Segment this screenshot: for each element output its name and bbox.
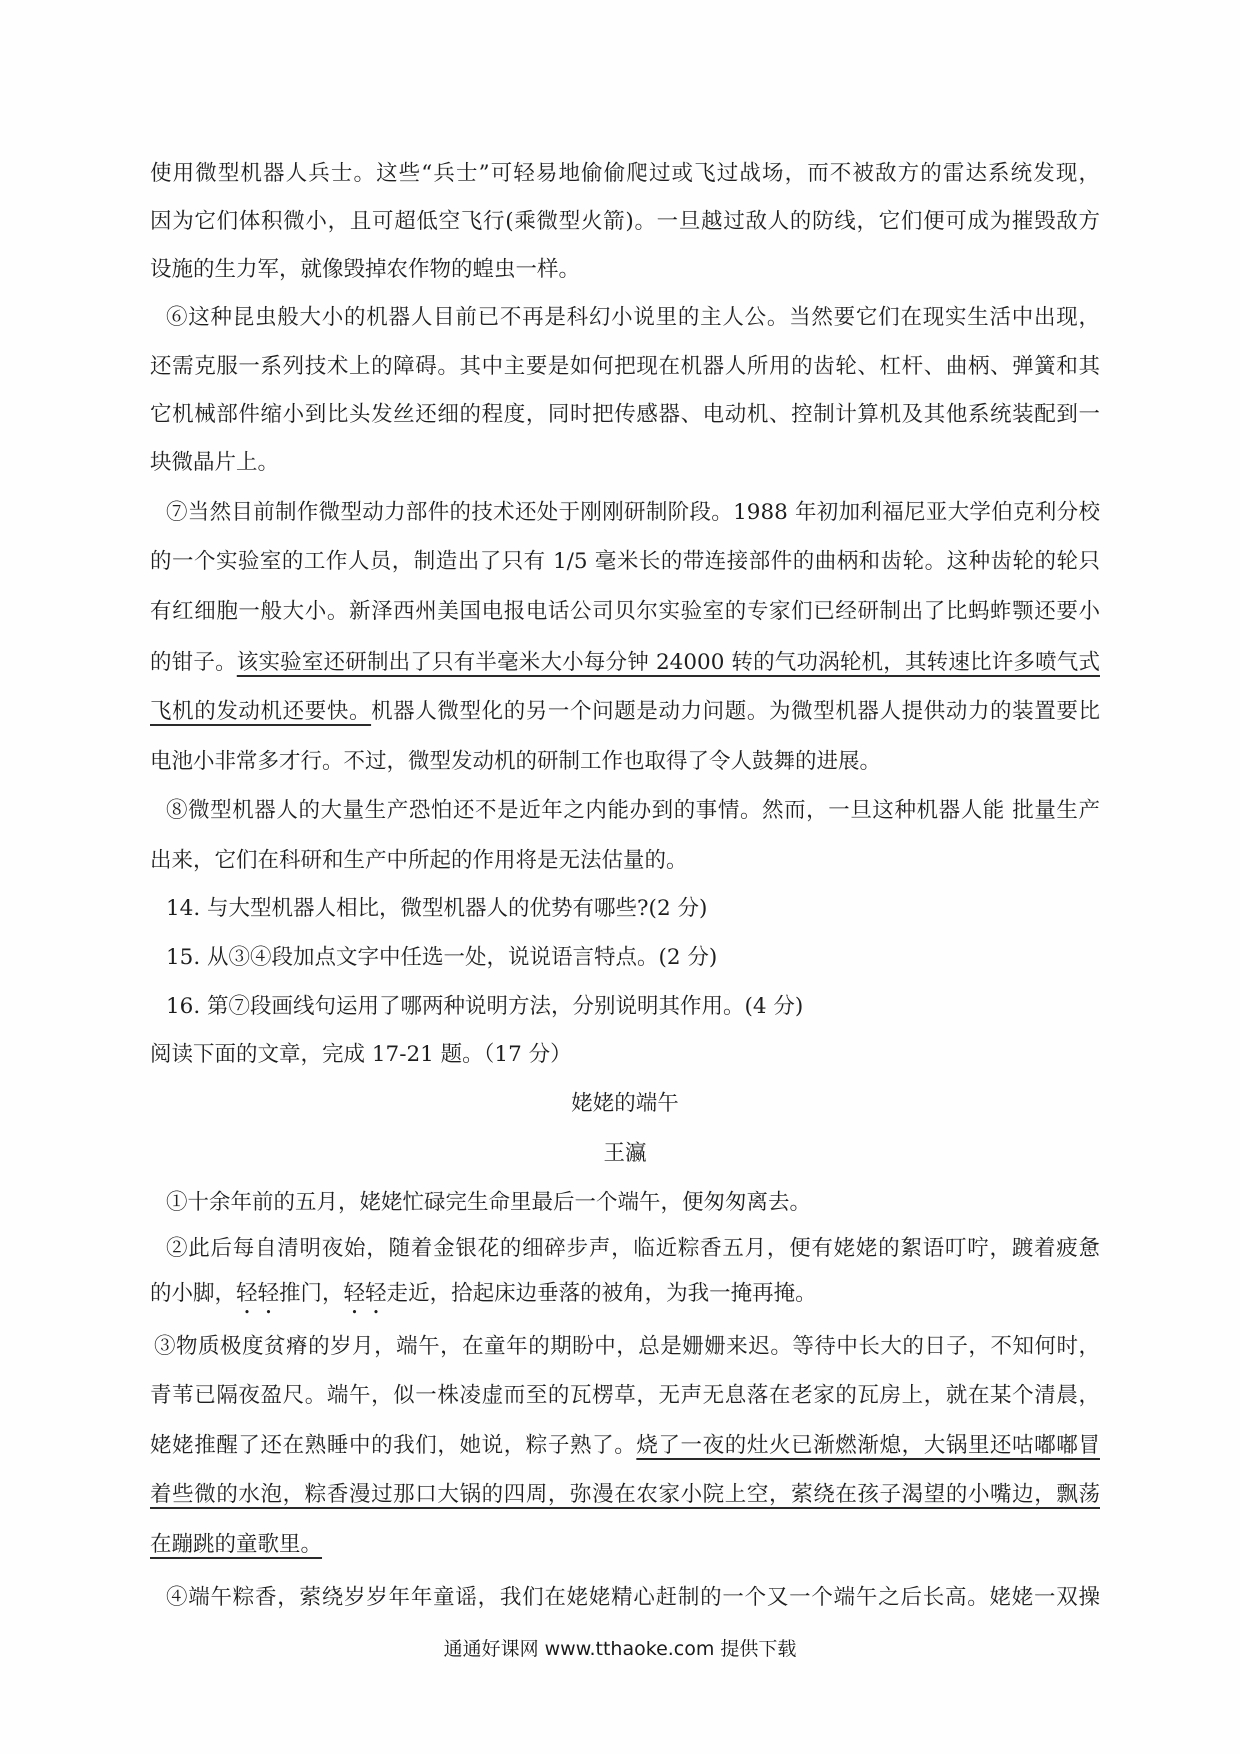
paragraph-7-line: 有红细胞一般大小。新泽西州美国电报电话公司贝尔实验室的专家们已经研制出了比蚂蚱颚还要小 [150, 599, 1100, 624]
paragraph-7-line [150, 647, 1100, 679]
article-paragraph-1-line: ①十余年前的五月，姥姥忙碌完生命里最后一个端午，便匆匆离去。 [166, 1190, 812, 1215]
paragraph-7-line: 电池小非常多才行。不过，微型发动机的研制工作也取得了令人鼓舞的进展。 [150, 749, 882, 774]
dotted-emphasis-text: 轻轻 [236, 1281, 280, 1306]
paragraph-6-line: 它机械部件缩小到比头发丝还细的程度，同时把传感器、电动机、控制计算机及其他系统装配到一 [150, 402, 1100, 427]
text-line: 因为它们体积微小，且可超低空飞行(乘微型火箭)。一旦越过敌人的防线，它们便可成为摧毁敌方 [150, 209, 1100, 234]
text-segment: 的小脚， [150, 1281, 237, 1306]
text-segment: 姥姥推醒了还在熟睡中的我们，她说，粽子熟了。 [150, 1433, 637, 1458]
text-segment: 的钳子。 [150, 650, 237, 675]
underlined-sentence: 烧了一夜的灶火已渐燃渐熄，大锅里还咕嘟嘟冒 [636, 1433, 1100, 1458]
underlined-sentence: 飞机的发动机还要快。 [150, 699, 372, 724]
underlined-sentence: 在蹦跳的童歌里。 [150, 1532, 323, 1557]
paragraph-8-line: ⑧微型机器人的大量生产恐怕还不是近年之内能办到的事情。然而，一旦这种机器人能 批量生产 [166, 798, 1100, 823]
dotted-emphasis-text: 轻轻 [343, 1281, 387, 1306]
article-paragraph-3-line [150, 1430, 1100, 1462]
question-16: 16. 第⑦段画线句运用了哪两种说明方法，分别说明其作用。(4 分) [166, 994, 804, 1019]
text-segment: 推门， [279, 1281, 344, 1306]
question-14: 14. 与大型机器人相比，微型机器人的优势有哪些?(2 分) [166, 896, 708, 921]
article-paragraph-2-line: ②此后每自清明夜始，随着金银花的细碎步声，临近粽香五月，便有姥姥的絮语叮咛，踱着疲惫 [166, 1236, 1100, 1261]
question-15: 15. 从③④段加点文字中任选一处，说说语言特点。(2 分) [166, 945, 718, 970]
paragraph-6-line: 块微晶片上。 [150, 450, 280, 475]
page-footer: 通通好课网 www.tthaoke.com 提供下载 [443, 1638, 797, 1660]
paragraph-7-line [150, 696, 1100, 728]
paragraph-8-line: 出来，它们在科研和生产中所起的作用将是无法估量的。 [150, 848, 688, 873]
paragraph-6-line: 还需克服一系列技术上的障碍。其中主要是如何把现在机器人所用的齿轮、杠杆、曲柄、弹簧和其 [150, 354, 1100, 379]
article-paragraph-3-line: 青苇已隔夜盈尺。端午，似一株凌虚而至的瓦楞草，无声无息落在老家的瓦房上，就在某个清晨， [150, 1383, 1100, 1408]
article-paragraph-3-line: ③物质极度贫瘠的岁月，端午，在童年的期盼中，总是姗姗来迟。等待中长大的日子，不知何时， [154, 1334, 1100, 1359]
text-segment: 机器人微型化的另一个问题是动力问题。为微型机器人提供动力的装置要比 [371, 699, 1100, 724]
article-paragraph-4-line: ④端午粽香，萦绕岁岁年年童谣，我们在姥姥精心赶制的一个又一个端午之后长高。姥姥一双操 [166, 1585, 1100, 1610]
article-paragraph-3-line [150, 1529, 1100, 1561]
underlined-sentence: 着些微的水泡，粽香漫过那口大锅的四周，弥漫在农家小院上空，萦绕在孩子渴望的小嘴边，飘荡 [150, 1482, 1100, 1507]
underlined-sentence: 该实验室还研制出了只有半毫米大小每分钟 24000 转的气功涡轮机，其转速比许多喷气式 [236, 650, 1100, 675]
paragraph-7-line: ⑦当然目前制作微型动力部件的技术还处于刚刚研制阶段。1988 年初加利福尼亚大学伯克利分校 [166, 500, 1100, 525]
article-author: 王瀛 [603, 1141, 647, 1166]
article-title: 姥姥的端午 [571, 1091, 679, 1116]
text-segment: 走近，拾起床边垂落的被角，为我一掩再掩。 [386, 1281, 817, 1306]
text-line: 设施的生力军，就像毁掉农作物的蝗虫一样。 [150, 257, 581, 282]
article-paragraph-3-line [150, 1479, 1100, 1511]
reading-instruction: 阅读下面的文章，完成 17-21 题。（17 分） [150, 1042, 572, 1067]
paragraph-7-line: 的一个实验室的工作人员，制造出了只有 1/5 毫米长的带连接部件的曲柄和齿轮。这种齿轮的轮只 [150, 549, 1100, 574]
paragraph-6-line: ⑥这种昆虫般大小的机器人目前已不再是科幻小说里的主人公。当然要它们在现实生活中出现， [166, 305, 1100, 330]
text-line: 使用微型机器人兵士。这些“兵士”可轻易地偷偷爬过或飞过战场，而不被敌方的雷达系统发现， [150, 161, 1100, 186]
article-paragraph-2-line [150, 1278, 1100, 1310]
